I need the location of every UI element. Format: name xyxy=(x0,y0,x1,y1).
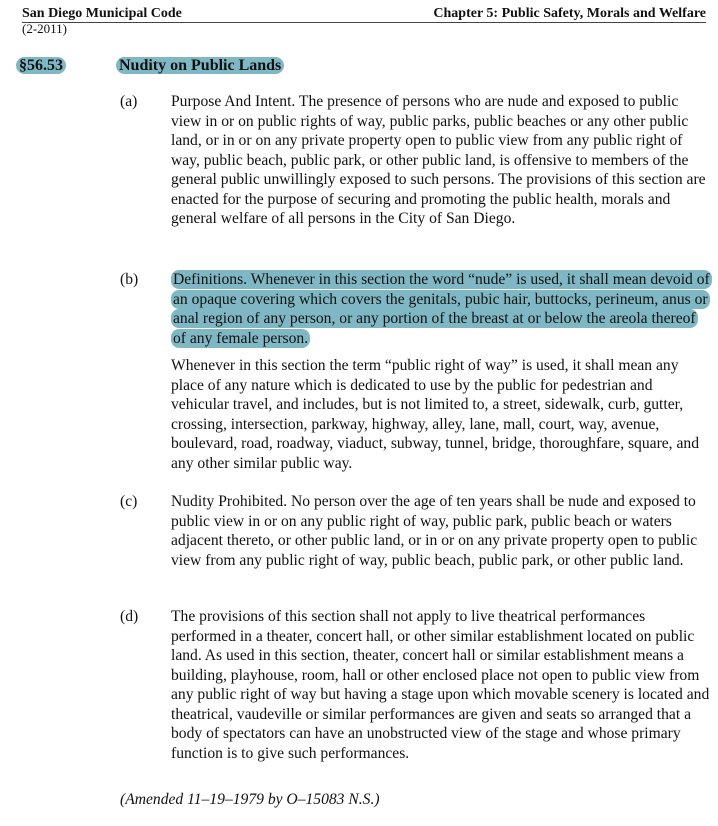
paragraph: Whenever in this section the term “public right of way” is used, it shall mean any place of any nature which is dedicated to use by the public for pedestrian and vehicular travel, and includes, but is not limited to, a street, sidewalk, curb, gutter, crossing, intersection, parkway, highway, alley, lane, mall, court, way, avenue, boulevard, road, roadway, viaduct, subway, tunnel, bridge, thoroughfare, square, and any other similar public way. xyxy=(171,357,699,472)
section-number xyxy=(16,54,66,78)
subsection-body xyxy=(171,607,711,763)
subsection-body xyxy=(171,492,711,570)
subsection-b xyxy=(120,270,710,473)
subsection-a xyxy=(120,92,710,229)
subsection-label: (d) xyxy=(120,608,139,625)
paragraph: Nudity Prohibited. No person over the age of ten years shall be nude and exposed to public view in or on any public right of way, public park, public beach or waters adjacent thereto, or other public land, or in or on any private property open to public view from any public right of way, public beach, public park, or other public land. xyxy=(171,493,698,569)
paragraph: Purpose And Intent. The presence of persons who are nude and exposed to public view in or on public rights of way, public parks, public beaches or any other public land, or in or on any private property open to public view from any public right of way, public beach, public park, or other public land, is offensive to members of the general public unwillingly exposed to such persons. The provisions of this section are enacted for the purpose of securing and promoting the public health, morals and general welfare of all persons in the City of San Diego. xyxy=(171,93,706,227)
subsection-d xyxy=(120,607,710,763)
section-title-highlight: Nudity on Public Lands xyxy=(116,57,284,74)
page-header xyxy=(22,6,706,23)
highlighted-definition: Definitions. Whenever in this section the word “nude” is used, it shall mean devoid of an opaque covering which covers the genitals, pubic hair, buttocks, perineum, anus or anal region of any person, or any portion of the breast at or below the areola thereof of any female person. xyxy=(173,271,710,347)
section-number-highlight: §56.53 xyxy=(16,57,66,74)
section-title xyxy=(116,54,284,78)
revision-date: (2-2011) xyxy=(22,21,68,36)
paragraph: The provisions of this section shall not apply to live theatrical performances performed in a theater, concert hall, or other similar establishment located on public land. As used in this section, theater, concert hall or similar establishment means a building, playhouse, room, hall or other enclosed place not open to public view from any public right of way but having a stage upon which movable scenery is located and theatrical, vaudeville or similar performances are given and seats so arranged that a body of spectators can have an unobstructed view of the stage and whose primary function is to give such performances. xyxy=(171,608,710,762)
subsection-c xyxy=(120,492,710,570)
subsection-label: (b) xyxy=(120,271,139,288)
subsection-body xyxy=(171,92,711,229)
chapter-title: Chapter 5: Public Safety, Morals and Welfare xyxy=(433,6,706,21)
amendment-note: (Amended 11–19–1979 by O–15083 N.S.) xyxy=(120,791,380,808)
subsection-label: (a) xyxy=(120,93,138,110)
subsection-label: (c) xyxy=(120,493,138,510)
code-name: San Diego Municipal Code xyxy=(22,6,182,21)
subsection-body xyxy=(171,270,711,473)
